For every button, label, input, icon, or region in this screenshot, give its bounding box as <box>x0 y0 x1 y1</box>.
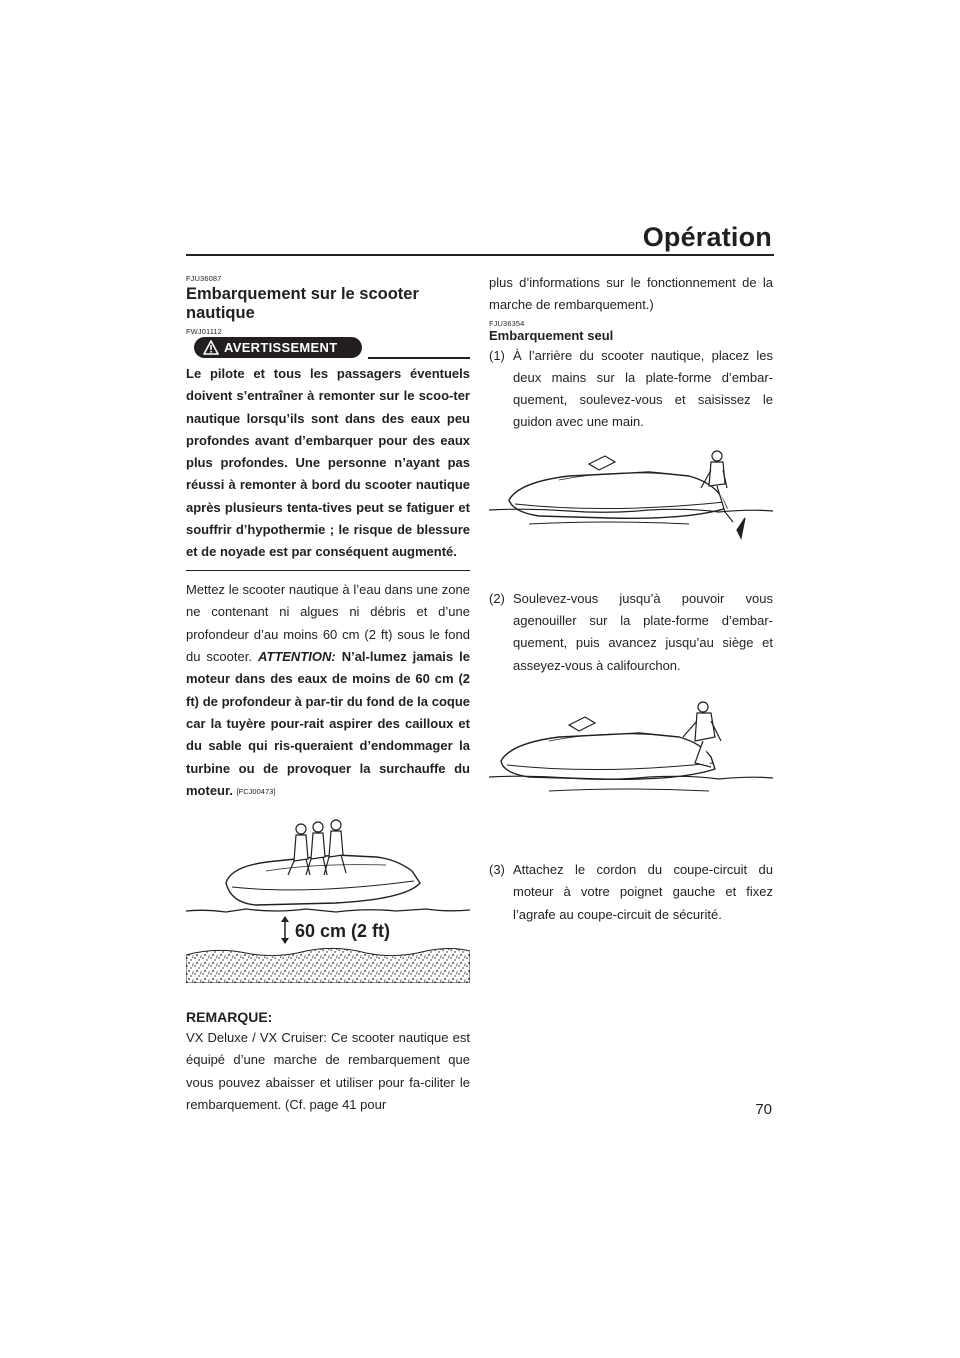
section-title-line1: Embarquement sur le scooter <box>186 285 419 303</box>
warning-text: Le pilote et tous les passagers éventuels doivent s’entraîner à remonter sur le scoo-ter nautique lorsqu’ils sont dans des eaux peu profondes avant d’embarquer pour des eaux plus profondes. Une personne n’ayant pas réussi à remonter à bord du scooter nautique après plusieurs tenta-tives peut se fatiguer et souffrir d’hypothermie ; le risque de blessure et de noyade est par conséquent augmenté. <box>186 366 470 560</box>
subsection-title: Embarquement seul <box>489 327 614 343</box>
step-2 <box>489 588 773 677</box>
boarding-illustration-1 <box>489 448 773 566</box>
step-3-text: Attachez le cordon du coupe-circuit du moteur à votre poignet gauche et fixez l’agrafe au coupe-circuit de sécurité. <box>513 861 773 922</box>
depth-label: 60 cm (2 ft) <box>295 921 391 942</box>
step-2-text: Soulevez-vous jusqu’à pouvoir vous agenouiller sur la plate-forme d’embar-quement, puis avancez jusqu’au siège et asseyez-vous à califourchon. <box>513 590 773 673</box>
subsection-code: FJU36354 <box>489 318 525 328</box>
launch-text: Mettez le scooter nautique à l’eau dans une zone ne contenant ni algues ni débris et d’une profondeur d’au moins 60 cm (2 ft) sous le fond du scooter. <box>186 582 470 665</box>
attention-code: [FCJ00473] <box>236 786 276 796</box>
chapter-title: Opération <box>642 222 772 252</box>
remark-label: REMARQUE: <box>186 1009 273 1026</box>
warning-label: AVERTISSEMENT <box>224 340 338 355</box>
step-2-number: (2) <box>489 590 505 606</box>
step-3 <box>489 859 773 926</box>
boarding-illustration-2 <box>489 701 773 819</box>
warning-bottom-rule <box>186 570 470 572</box>
step-3-number: (3) <box>489 861 505 877</box>
attention-label: ATTENTION: <box>257 649 336 665</box>
page-number: 70 <box>755 1101 772 1118</box>
section-title-line2: nautique <box>186 304 255 322</box>
remark-text: VX Deluxe / VX Cruiser: Ce scooter nautique est équipé d’une marche de rembarquement que vous pouvez abaisser et utiliser pour fa-ciliter le rembarquement. (Cf. page 41 pour <box>186 1030 470 1113</box>
attention-text: N’al-lumez jamais le moteur dans des eaux de moins de 60 cm (2 ft) de profondeur à par-tir du fond de la coque car la tuyère pour-rait aspirer des cailloux et du sable qui ris-queraient d’endommager la turbine ou de provoquer la surchauffe du moteur. <box>186 649 470 798</box>
warning-header <box>186 337 470 359</box>
section-title <box>186 285 470 323</box>
warning-badge <box>194 337 362 358</box>
warning-code: FWJ01112 <box>186 327 222 336</box>
launch-paragraph <box>186 579 470 803</box>
warning-triangle-icon <box>203 340 219 355</box>
warning-rule <box>368 357 470 359</box>
step-1 <box>489 345 773 434</box>
header-rule <box>186 254 774 256</box>
continued-text: plus d’informations sur le fonctionnement de la marche de rembarquement.) <box>489 275 773 313</box>
right-column <box>489 274 773 926</box>
depth-illustration <box>186 813 470 983</box>
step-1-number: (1) <box>489 347 505 363</box>
step-1-text: À l’arrière du scooter nautique, placez les deux mains sur la plate-forme d’embar-quement, soulevez-vous et saisissez le guidon avec une main. <box>513 347 773 430</box>
section-code: FJU36087 <box>186 274 222 283</box>
left-column <box>186 274 470 1116</box>
